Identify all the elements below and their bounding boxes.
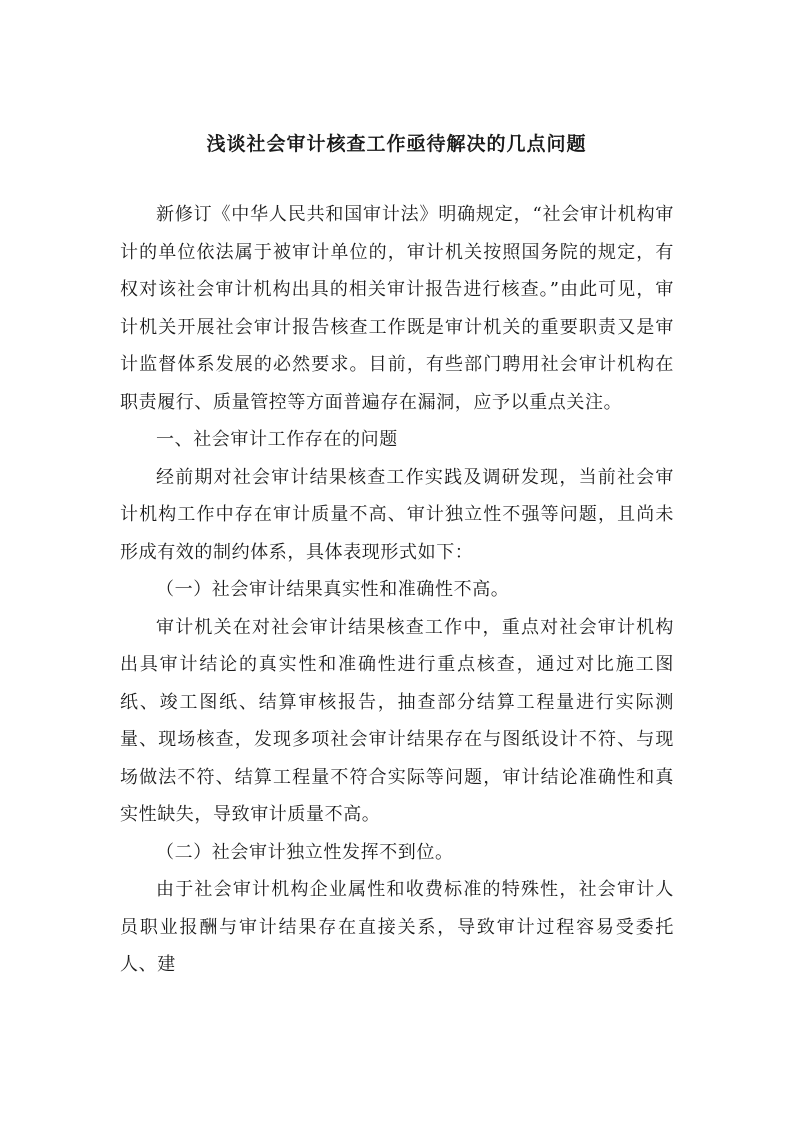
paragraph-intro: 新修订《中华人民共和国审计法》明确规定，“社会审计机构审计的单位依法属于被审计单位的，审计机关按照国务院的规定，有权对该社会审计机构出具的相关审计报告进行核查。”由此可见，审计机关开展社会审计报告核查工作既是审计机关的重要职责又是审计监督体系发展的必然要求。目前，有些部门聘用社会审计机构在职责履行、质量管控等方面普遍存在漏洞，应予以重点关注。	[120, 204, 674, 413]
paragraph-accuracy: 审计机关在对社会审计结果核查工作中，重点对社会审计机构出具审计结论的真实性和准确性进行重点核查，通过对比施工图纸、竣工图纸、结算审核报告，抽查部分结算工程量进行实际测量、现场核查，发现多项社会审计结果存在与图纸设计不符、与现场做法不符、结算工程量不符合实际等问题，审计结论准确性和真实性缺失，导致审计质量不高。	[120, 616, 674, 825]
document-title: 浅谈社会审计核查工作亟待解决的几点问题	[206, 133, 587, 155]
paragraph-findings: 经前期对社会审计结果核查工作实践及调研发现，当前社会审计机构工作中存在审计质量不高、审计独立性不强等问题，且尚未形成有效的制约体系，具体表现形式如下：	[120, 466, 674, 563]
paragraph-independence: 由于社会审计机构企业属性和收费标准的特殊性，社会审计人员职业报酬与审计结果存在直接关系，导致审计过程容易受委托人、建	[120, 879, 674, 975]
subheading-independence: （二）社会审计独立性发挥不到位。	[156, 841, 454, 863]
document-body	[120, 196, 674, 984]
subheading-accuracy: （一）社会审计结果真实性和准确性不高。	[156, 579, 510, 600]
section-heading-problems: 一、社会审计工作存在的问题	[156, 429, 398, 450]
